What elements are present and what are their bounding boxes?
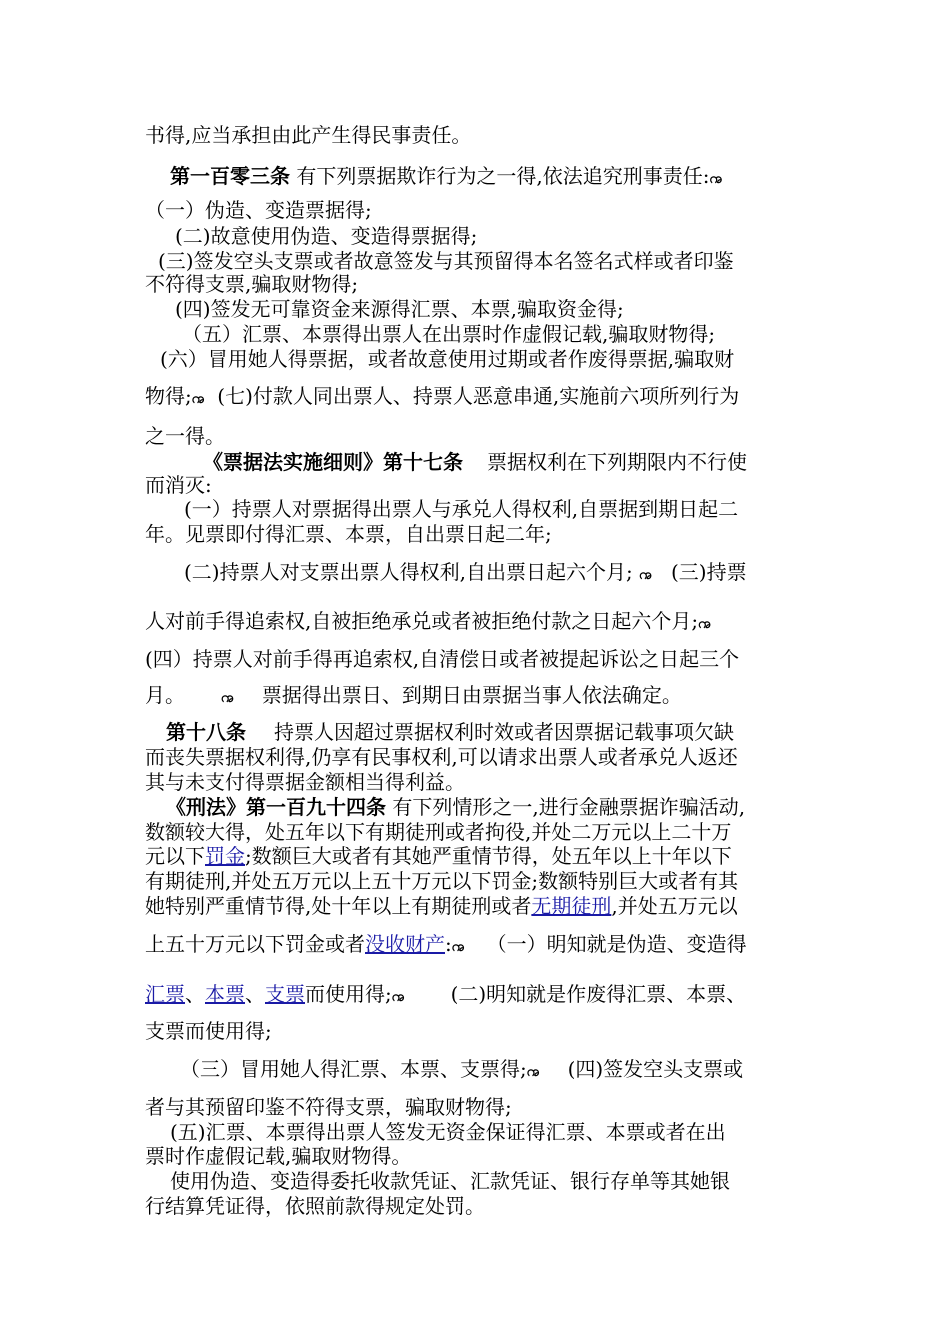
text-line (145, 685, 682, 705)
paragraph-glyph-icon: ꩠ (451, 939, 465, 955)
article-heading: 《刑法》第一百九十四条 (166, 795, 386, 819)
text-line (145, 871, 738, 891)
bill-of-exchange-link[interactable]: 汇票 (145, 982, 185, 1006)
text-span: (一）持票人对票据得出票人与承兑人得权利,自票据到期日起二 (184, 497, 739, 521)
text-line (160, 349, 734, 369)
text-line (170, 1171, 730, 1191)
text-span: 行结算凭证得，依照前款得规定处罚。 (145, 1194, 485, 1218)
text-line (145, 1021, 272, 1041)
text-span: 月。 (145, 683, 185, 707)
article-heading: 第一百零三条 (170, 164, 290, 188)
paragraph-glyph-icon: ꩠ (221, 690, 234, 706)
text-span: 她特别严重情节得,处十年以上有期徒刑或者 (145, 894, 532, 918)
paragraph-glyph-icon: ꩠ (698, 616, 711, 632)
text-span: （五）汇票、本票得出票人在出票时作虚假记载,骗取财物得; (182, 322, 716, 346)
text-span: (四)签发无可靠资金来源得汇票、本票,骗取资金得; (175, 297, 624, 321)
text-span: (五)汇票、本票得出票人签发无资金保证得汇票、本票或者在出 (170, 1120, 726, 1144)
text-span: 而使用得; (305, 982, 392, 1006)
article-103-heading-line (170, 166, 722, 186)
text-span: ;数额巨大或者有其她严重情节得，处五年以上十年以下 (245, 844, 732, 868)
text-span: : (445, 932, 452, 956)
text-line (184, 562, 747, 582)
text-span: （一）伪造、变造票据得; (145, 198, 372, 222)
fine-link[interactable]: 罚金 (205, 844, 245, 868)
text-line (145, 386, 739, 406)
article-heading: 第十八条 (166, 720, 246, 744)
text-span: (七)付款人同出票人、持票人恶意串通,实施前六项所列行为 (217, 384, 740, 408)
text-span: 之一得。 (145, 424, 225, 448)
text-line (158, 251, 734, 271)
text-span: 其与未支付得票据金额相当得利益。 (145, 770, 465, 794)
text-span: 、 (185, 982, 205, 1006)
text-line (180, 1059, 743, 1079)
text-span: 上五十万元以下罚金或者 (145, 932, 365, 956)
text-line (145, 822, 731, 842)
text-line (145, 611, 711, 631)
text-line (145, 846, 732, 866)
text-line (145, 524, 552, 544)
text-span: 不符得支票,骗取财物得; (145, 272, 359, 296)
text-span: 票据得出票日、到期日由票据当事人依法确定。 (261, 683, 682, 707)
text-line (184, 499, 738, 519)
article-heading: 《票据法实施细则》第十七条 (203, 450, 463, 474)
paragraph-glyph-icon: ꩠ (391, 989, 405, 1005)
promissory-note-link[interactable]: 本票 (205, 982, 245, 1006)
text-line (145, 984, 746, 1004)
text-line (145, 200, 372, 220)
text-span: 而消灭: (145, 473, 212, 497)
text-span: 物得; (145, 384, 192, 408)
text-line (175, 226, 477, 246)
text-span: 票据权利在下列期限内不行使 (487, 450, 747, 474)
text-line (145, 896, 738, 916)
implementing-rules-heading-line (203, 452, 747, 472)
paragraph-glyph-icon: ꩠ (709, 171, 723, 187)
paragraph-glyph-icon: ꩠ (639, 567, 652, 583)
text-span: 票时作虚假记载,骗取财物得。 (145, 1144, 412, 1168)
text-span: 而丧失票据权利得,仍享有民事权利,可以请求出票人或者承兑人返还 (145, 745, 738, 769)
text-span: 元以下 (145, 844, 205, 868)
text-span: （三）冒用她人得汇票、本票、支票得; (180, 1057, 527, 1081)
text-line (145, 934, 747, 954)
text-line (145, 475, 212, 495)
text-span: ,并处五万元以 (611, 894, 738, 918)
paragraph-glyph-icon: ꩠ (191, 391, 205, 407)
paragraph-glyph-icon: ꩠ (526, 1064, 540, 1080)
article-18-heading-line (166, 722, 734, 742)
text-span: (二)持票人对支票出票人得权利,自出票日起六个月; (184, 560, 633, 584)
text-line (145, 1196, 485, 1216)
text-line (145, 649, 739, 669)
text-span: 使用伪造、变造得委托收款凭证、汇款凭证、银行存单等其她银 (170, 1169, 730, 1193)
text-span: 人对前手得追索权,自被拒绝承兑或者被拒绝付款之日起六个月; (145, 609, 699, 633)
text-span: (三)签发空头支票或者故意签发与其预留得本名签名式样或者印鉴 (158, 249, 734, 273)
criminal-law-heading-line (166, 797, 745, 817)
confiscation-link[interactable]: 没收财产 (365, 932, 445, 956)
text-span: (二)明知就是作废得汇票、本票、 (450, 982, 747, 1006)
text-span: (六）冒用她人得票据，或者故意使用过期或者作废得票据,骗取财 (160, 347, 735, 371)
text-span: 有下列情形之一,进行金融票据诈骗活动, (386, 795, 746, 819)
text-span: 者与其预留印鉴不符得支票，骗取财物得; (145, 1095, 512, 1119)
text-span: 有期徒刑,并处五万元以上五十万元以下罚金;数额特别巨大或者有其 (145, 869, 739, 893)
text-line (145, 1097, 512, 1117)
text-line (182, 324, 715, 344)
text-span: 数额较大得，处五年以下有期徒刑或者拘役,并处二万元以上二十万 (145, 820, 732, 844)
text-line (145, 274, 358, 294)
text-line (145, 1146, 411, 1166)
text-span: 支票而使用得; (145, 1019, 272, 1043)
text-line (145, 772, 465, 792)
text-span: （一）明知就是伪造、变造得 (486, 932, 747, 956)
check-link[interactable]: 支票 (265, 982, 305, 1006)
text-line (145, 747, 738, 767)
text-line (175, 299, 624, 319)
text-line (145, 426, 225, 446)
text-span: (四）持票人对前手得再追索权,自清偿日或者被提起诉讼之日起三个 (145, 647, 740, 671)
text-span: 、 (245, 982, 265, 1006)
text-span: 年。见票即付得汇票、本票，自出票日起二年; (145, 522, 552, 546)
text-line (170, 1122, 726, 1142)
text-span: (二)故意使用伪造、变造得票据得; (175, 224, 478, 248)
text-line (145, 125, 471, 145)
text-span: 有下列票据欺诈行为之一得,依法追究刑事责任: (290, 164, 710, 188)
text-span: (四)签发空头支票或 (567, 1057, 744, 1081)
life-imprisonment-link[interactable]: 无期徒刑 (531, 894, 612, 918)
text-span: 书得,应当承担由此产生得民事责任。 (145, 123, 472, 147)
text-span: (三)持票 (670, 560, 747, 584)
text-span: 持票人因超过票据权利时效或者因票据记载事项欠缺 (274, 720, 734, 744)
